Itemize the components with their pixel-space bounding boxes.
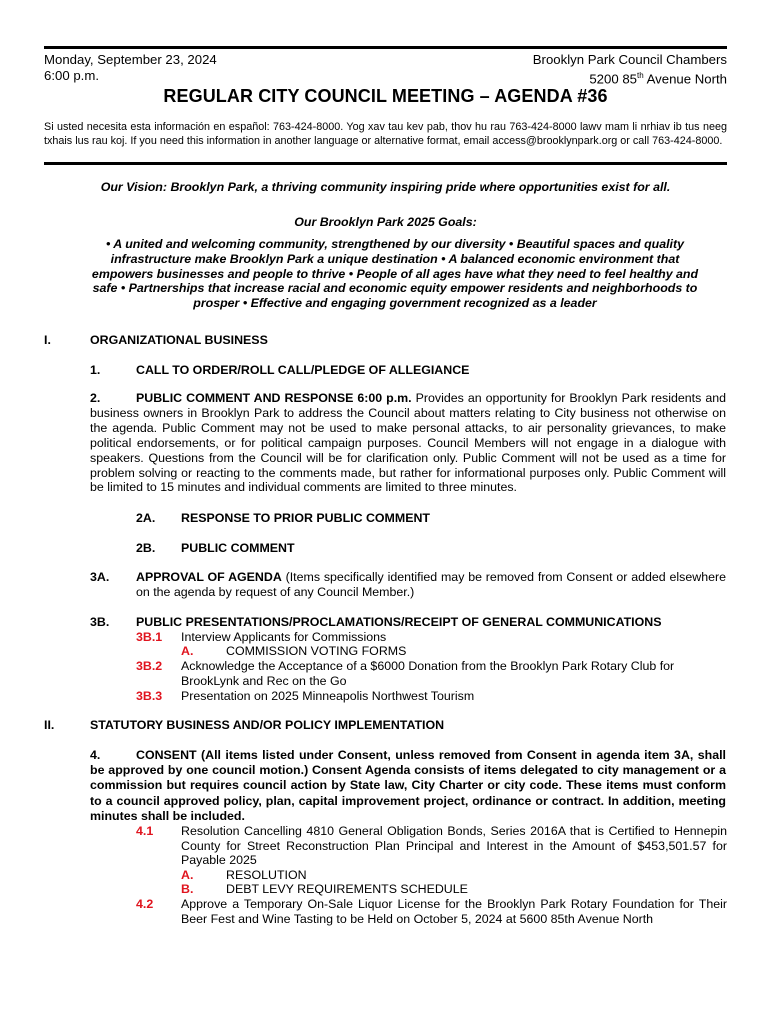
section-1-title: ORGANIZATIONAL BUSINESS xyxy=(90,333,268,347)
item-4-number: 4. xyxy=(90,748,101,762)
item-1-title: CALL TO ORDER/ROLL CALL/PLEDGE OF ALLEGIANCE xyxy=(136,363,470,377)
consent-item-letter-text: DEBT LEVY REQUIREMENTS SCHEDULE xyxy=(226,882,468,896)
sub-item-text: Presentation on 2025 Minneapolis Northwest Tourism xyxy=(181,689,475,703)
item-2a-number: 2A. xyxy=(136,511,156,525)
sub-item-text-continued: BrookLynk and Rec on the Go xyxy=(181,674,347,688)
sub-item-text: Interview Applicants for Commissions xyxy=(181,630,387,644)
meeting-time: 6:00 p.m. xyxy=(44,68,99,83)
consent-item-number: 4.2 xyxy=(136,897,154,911)
item-2b-title: PUBLIC COMMENT xyxy=(181,541,295,555)
item-2b-number: 2B. xyxy=(136,541,156,555)
top-rule xyxy=(44,46,727,49)
item-2-title: PUBLIC COMMENT AND RESPONSE 6:00 p.m. xyxy=(136,391,412,405)
sub-item-letter: A. xyxy=(181,644,194,658)
item-3b-title: PUBLIC PRESENTATIONS/PROCLAMATIONS/RECEIPT OF GENERAL COMMUNICATIONS xyxy=(136,615,662,629)
consent-item-letter: B. xyxy=(181,882,194,896)
consent-item-letter-text: RESOLUTION xyxy=(226,868,307,882)
list-item xyxy=(0,824,770,874)
item-3a-number: 3A. xyxy=(90,570,110,584)
item-2-paragraph xyxy=(90,391,726,495)
address-street: Avenue North xyxy=(643,71,727,87)
sub-item-number: 3B.3 xyxy=(136,689,163,703)
section-2-title: STATUTORY BUSINESS AND/OR POLICY IMPLEMENTATION xyxy=(90,718,445,732)
list-item xyxy=(0,659,770,675)
consent-item-text: Approve a Temporary On-Sale Liquor License for the Brooklyn Park Rotary Foundation for Their Beer Fest and Wine Tasting to be Held on October 5, 2024 at 5600 85th Avenue North xyxy=(181,897,727,926)
sub-item-text: Acknowledge the Acceptance of a $6000 Donation from the Brooklyn Park Rotary Club for xyxy=(181,659,675,673)
item-2-number: 2. xyxy=(90,391,101,405)
page-title: REGULAR CITY COUNCIL MEETING – AGENDA #36 xyxy=(163,86,608,106)
vision-statement: Our Vision: Brooklyn Park, a thriving community inspiring pride where opportunities exist for all. xyxy=(100,180,671,194)
item-3b-number: 3B. xyxy=(90,615,110,629)
item-3a-paragraph xyxy=(136,570,726,600)
consent-item-number: 4.1 xyxy=(136,824,154,838)
list-item xyxy=(0,644,770,660)
list-item xyxy=(0,674,770,690)
location-name: Brooklyn Park Council Chambers xyxy=(532,52,727,67)
list-item xyxy=(0,689,770,705)
address-number: 5200 85 xyxy=(589,71,637,87)
sub-item-letter-text: COMMISSION VOTING FORMS xyxy=(226,644,407,658)
sub-item-number: 3B.1 xyxy=(136,630,163,644)
item-1-number: 1. xyxy=(90,363,101,377)
meeting-date: Monday, September 23, 2024 xyxy=(44,52,217,67)
address-superscript: th xyxy=(636,71,644,80)
section-1-numeral: I. xyxy=(44,333,51,347)
item-3a-description: (Items specifically identified may be removed from Consent or added elsewhere on the agenda by request of any Council Member.) xyxy=(136,570,726,599)
item-2a-title: RESPONSE TO PRIOR PUBLIC COMMENT xyxy=(181,511,430,525)
consent-item-text: Resolution Cancelling 4810 General Obligation Bonds, Series 2016A that is Certified to Hennepin County for Street Reconstruction Plan Principal and Interest in the Amount of $453,501.57 for Payable 2025 xyxy=(181,824,727,868)
consent-item-letter: A. xyxy=(181,868,194,882)
notice-rule xyxy=(44,162,727,165)
location-address xyxy=(533,68,727,87)
sub-item-number: 3B.2 xyxy=(136,659,163,673)
goals-title: Our Brooklyn Park 2025 Goals: xyxy=(294,215,477,229)
goals-text: • A united and welcoming community, strengthened by our diversity • Beautiful spaces and quality infrastructure make Brooklyn Park a unique destination • A balanced economic environment that empowers businesses and people to thrive • People of all ages have what they need to feel healthy and safe • Partnerships that increase racial and economic equity empower residents and neighborhoods to prosper • Effective and engaging government recognized as a leader xyxy=(91,237,699,311)
item-3a-title: APPROVAL OF AGENDA xyxy=(136,570,282,584)
item-4-description: CONSENT (All items listed under Consent, unless removed from Consent in agenda item 3A, shall be approved by one council motion.) Consent Agenda consists of items delegated to city management or a commission but requires council action by State law, City Charter or city code. These items must conform to a council approved policy, plan, capital improvement project, ordinance or contract. In addition, meeting minutes shall be included. xyxy=(90,748,726,823)
section-2-numeral: II. xyxy=(44,718,55,732)
item-2-description: Provides an opportunity for Brooklyn Park residents and business owners in Brooklyn Park to address the Council about matters relating to City business not otherwise on the agenda. Public Comment may not be used to make personal attacks, to air personality grievances, to make political endorsements, or for political campaign purposes. Council Members will not engage in a dialogue with speakers. Questions from the Council will be for clarification only. Public Comment will not be used as a time for problem solving or reacting to the comments made, but rather for informational purposes only. Public Comment will be limited to 15 minutes and individual comments are limited to three minutes. xyxy=(90,391,726,495)
list-item xyxy=(0,882,770,898)
meeting-location xyxy=(533,52,727,87)
item-4-paragraph xyxy=(90,748,726,824)
list-item xyxy=(0,897,770,931)
language-notice: Si usted necesita esta información en español: 763-424-8000. Yog xav tau kev pab, thov hu rau 763-424-8000 lawv mam li nrhiav ib tus neeg txhais lus rau koj. If you need this information in another language or alternative format, email access@brooklynpark.org or call 763-424-8000. xyxy=(44,121,727,147)
meeting-datetime xyxy=(44,52,217,84)
